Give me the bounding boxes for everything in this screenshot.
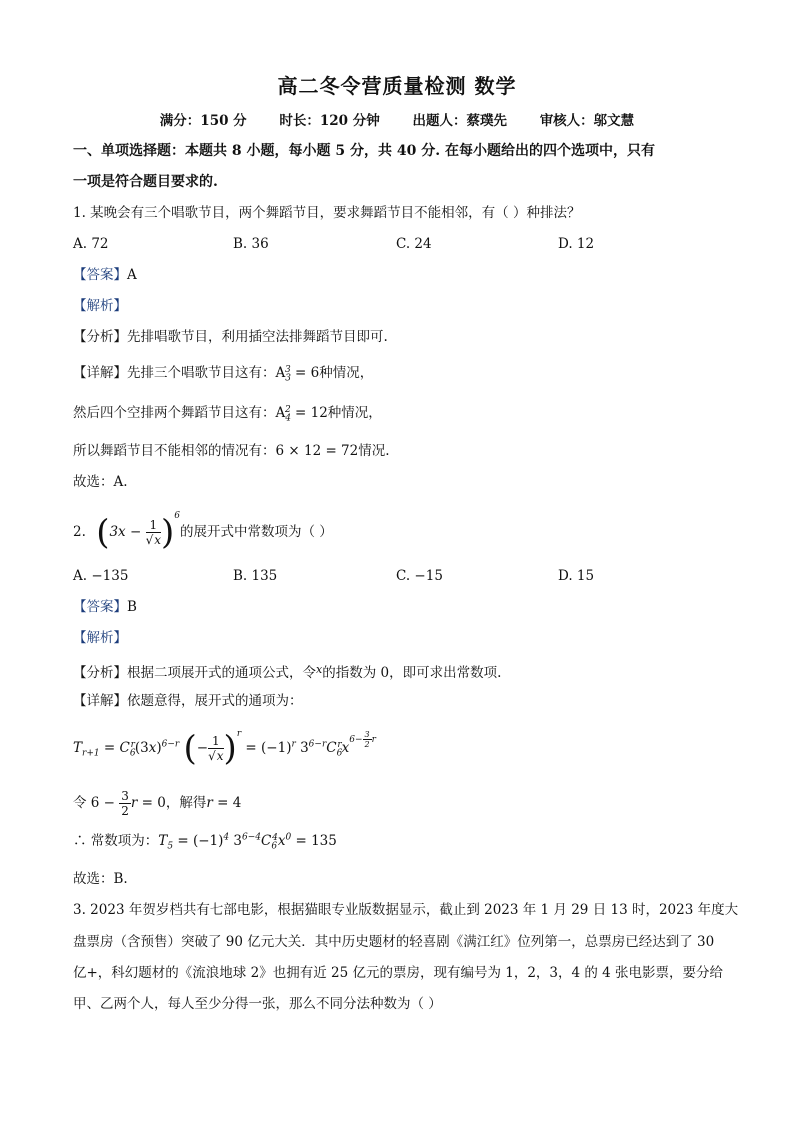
q2-option-b: B. 135 [233, 568, 278, 584]
exam-title: 高二冬令营质量检测 数学 [277, 74, 517, 98]
q3-line2: 盘票房（含预售）突破了 90 亿元大关．其中历史题材的轻喜剧《满江红》位列第一，总票房已经达到了 30 [73, 934, 715, 950]
q1-option-b: B. 36 [233, 236, 269, 252]
answer-tag: 【答案】 [73, 267, 127, 283]
q1-stem: 1. 某晚会有三个唱歌节目，两个舞蹈节目，要求舞蹈节目不能相邻，有（ ）种排法？ [73, 205, 581, 221]
exam-meta [0, 109, 794, 129]
q1-option-a: A. 72 [73, 236, 109, 252]
q2-constant-term: ∴ 常数项为：$T_5 = (-1)^4$ $3^{6-4}C_6^4x^0 = 135$ [73, 832, 337, 852]
q1-detail-line1: 【详解】先排三个唱歌节目这有：$A_3^3 = 6$种情况， [73, 364, 374, 384]
q1-analysis-tag: 【解析】 [73, 298, 127, 314]
section-heading-line1: 一、单项选择题：本题共 8 小题，每小题 5 分，共 40 分. 在每小题给出的四个选项中，只有 [73, 143, 655, 159]
q3-line3: 亿+，科幻题材的《流浪地球 2》也拥有近 25 亿元的票房，现有编号为 1，2，3，4 的 4 张电影票，要分给 [73, 965, 724, 981]
q1-detail-line3: 所以舞蹈节目不能相邻的情况有：6 × 12 = 72情况. [73, 443, 390, 459]
reviewer: 审核人：邬文慧 [539, 113, 635, 129]
q1-fenxi: 【分析】先排唱歌节目，利用插空法排舞蹈节目即可. [73, 329, 388, 345]
duration: 时长：120 分钟 [279, 113, 380, 129]
formula-a33: $A_3^3 = 6$ [275, 364, 320, 384]
author: 出题人：蔡璞先 [412, 113, 507, 129]
formula-a42: $A_4^2 = 12$ [275, 404, 328, 424]
formula-t5: $T_5 = (-1)^4$ $3^{6-4}C_6^4x^0 = 135$ [158, 832, 337, 852]
q2-analysis-tag: 【解析】 [73, 630, 127, 646]
q2-answer: 【答案】B [73, 599, 137, 615]
q3-line1: 3. 2023 年贺岁档共有七部电影，根据猫眼专业版数据显示，截止到 2023 年 1 月 29 日 13 时，2023 年度大 [73, 902, 739, 918]
section-heading-line2: 一项是符合题目要求的. [73, 174, 218, 190]
q2-option-c: C. −15 [396, 568, 443, 584]
q2-fenxi: 【分析】根据二项展开式的通项公式，令$^x$的指数为 0，即可求出常数项. [73, 663, 502, 681]
q2-option-d: D. 15 [558, 568, 595, 584]
answer-value: A [127, 267, 137, 283]
q1-conclusion: 故选：A. [73, 474, 128, 490]
q1-option-d: D. 12 [558, 236, 595, 252]
formula-exponent-eq: 6 − $\frac{3}{2}$ r = 0 [86, 789, 166, 818]
formula-general-term: $T_{r+1} = C_6^r(3x)^{6-r}$ (− $\frac{1}{√x}$ )$^r = (-1)^r$ $3^{6-r}C_6^rx^{6- \frac{3}{2} r}$ [73, 728, 376, 769]
q2-stem: 2. (3x − $\frac{1}{√x}$ )$^6$的展开式中常数项为（ ） [73, 511, 333, 553]
q1-option-c: C. 24 [396, 236, 432, 252]
q1-detail-line2: 然后四个空排两个舞蹈节目这有：$A_4^2 = 12$种情况， [73, 404, 382, 424]
formula-binomial: (3x − $\frac{1}{√x}$ )$^6$ [96, 511, 181, 553]
q1-answer [73, 266, 137, 284]
q2-conclusion: 故选：B. [73, 871, 128, 887]
q2-detail: 【详解】依题意得，展开式的通项为： [73, 693, 303, 709]
q3-line4: 甲、乙两个人，每人至少分得一张，那么不同分法种数为（ ） [73, 996, 442, 1012]
q2-option-a: A. −135 [73, 568, 129, 584]
formula-product: 6 × 12 = 72 [275, 443, 359, 459]
formula-r-value: r = 4 [206, 795, 242, 811]
full-score: 满分：150 分 [159, 113, 247, 129]
q2-let-line: 令 6 − $\frac{3}{2}$ r = 0，解得r = 4 [73, 789, 242, 818]
